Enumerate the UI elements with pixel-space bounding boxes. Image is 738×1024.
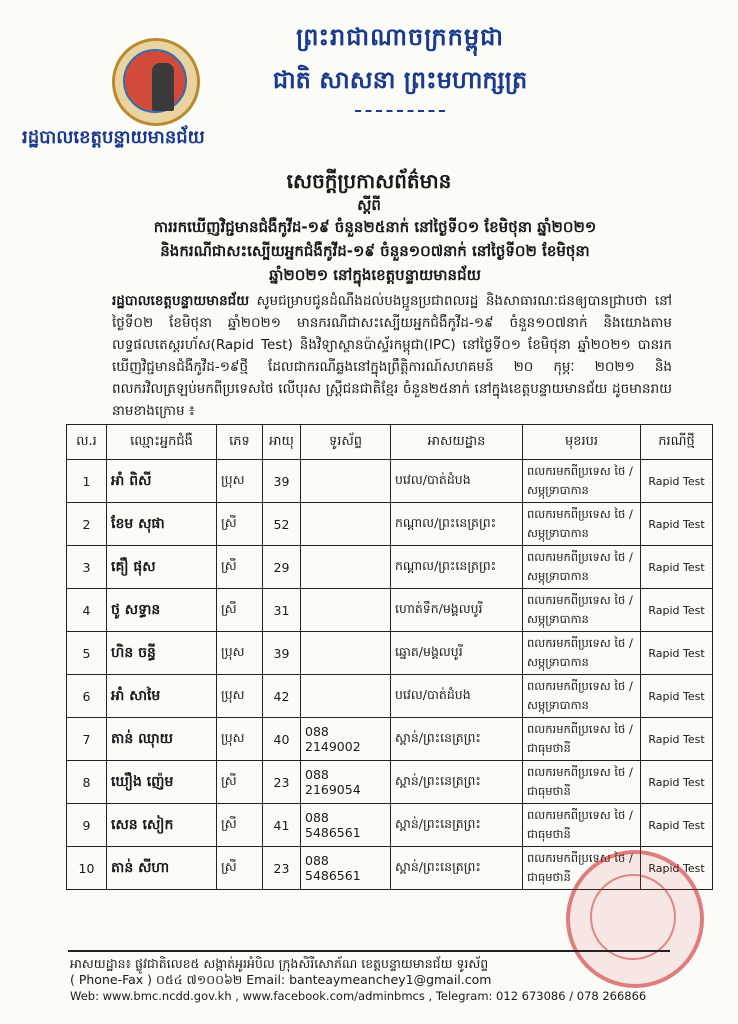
cell-occupation: ពលករមកពីប្រទេស ថៃ / សម្ភុទ្រាបាកាន <box>523 675 641 718</box>
cell-phone <box>301 503 391 546</box>
footer <box>70 956 680 1004</box>
cell-name: ខែម សុផា <box>107 503 217 546</box>
cell-name: ថូ សទ្ធាន <box>107 589 217 632</box>
col-header-no: ល.រ <box>67 425 107 460</box>
footer-phone-fax: ( Phone-Fax ) ០៥៤ ៧១០០៦២ <box>70 972 243 987</box>
subject-line: ឆ្នាំ២០២១ នៅក្នុងខេត្តបន្ទាយមានជ័យ <box>269 266 481 284</box>
cell-name: តាន់ សីហា <box>107 847 217 890</box>
document-title: សេចក្តីប្រកាសព័ត៌មាន <box>286 169 452 193</box>
cell-age: 31 <box>263 589 301 632</box>
cell-no: 10 <box>67 847 107 890</box>
letterhead <box>250 22 550 112</box>
cell-address: ស្ពាន់/ព្រះនេត្រព្រះ <box>391 761 523 804</box>
cell-case: Rapid Test <box>641 804 713 847</box>
cell-occupation: ពលករមកពីប្រទេស ថៃ / សម្ភុទ្រាបាកាន <box>523 460 641 503</box>
cell-name: ឃឿង ញ៉េម <box>107 761 217 804</box>
cell-address: កណ្តាល/ព្រះនេត្រព្រះ <box>391 546 523 589</box>
cell-name: សេន សៀក <box>107 804 217 847</box>
cell-occupation: ពលករមកពីប្រទេស ថៃ / សម្ភុទ្រាបាកាន <box>523 632 641 675</box>
cell-occupation: ពលករមកពីប្រទេស ថៃ / ជាធុមថានី <box>523 718 641 761</box>
concerning-label: ស្តីពី <box>357 196 381 214</box>
col-header-age: អាយុ <box>263 425 301 460</box>
kingdom-name: ព្រះរាជាណាចក្រកម្ពុជា <box>296 22 504 51</box>
cell-phone <box>301 632 391 675</box>
cell-age: 39 <box>263 460 301 503</box>
cell-address: បវេល/បាត់ដំបង <box>391 460 523 503</box>
cell-sex: ប្រុស <box>217 718 263 761</box>
table-row <box>67 503 713 546</box>
cell-case: Rapid Test <box>641 503 713 546</box>
col-header-case: ករណីថ្មី <box>641 425 713 460</box>
cell-sex: ស្រី <box>217 847 263 890</box>
subject-line: និងករណីជាសះស្បើយអ្នកជំងឺកូវីដ-១៩ ចំនួន១០៧នាក់ នៅថ្ងៃទី០២ ខែមិថុនា <box>160 242 590 260</box>
cell-address: ស្ពាន់/ព្រះនេត្រព្រះ <box>391 718 523 761</box>
cell-name: អាំ ពិសី <box>107 460 217 503</box>
table-header-row <box>67 425 713 460</box>
cell-no: 6 <box>67 675 107 718</box>
table-row <box>67 675 713 718</box>
cell-age: 40 <box>263 718 301 761</box>
cell-age: 42 <box>263 675 301 718</box>
cell-name: តាន់ ឈុាយ <box>107 718 217 761</box>
table-row <box>67 589 713 632</box>
cell-phone <box>301 675 391 718</box>
cell-phone: 088 2149002 <box>301 718 391 761</box>
cell-case: Rapid Test <box>641 632 713 675</box>
cell-address: ឆ្នោត/មង្គលបូរី <box>391 632 523 675</box>
cell-case: Rapid Test <box>641 460 713 503</box>
cell-age: 41 <box>263 804 301 847</box>
cell-occupation: ពលករមកពីប្រទេស ថៃ / សម្ភុទ្រាបាកាន <box>523 546 641 589</box>
cell-case: Rapid Test <box>641 589 713 632</box>
cell-phone: 088 5486561 <box>301 847 391 890</box>
table-row <box>67 718 713 761</box>
col-header-occupation: មុខរបរ <box>523 425 641 460</box>
col-header-name: ឈ្មោះអ្នកជំងឺ <box>107 425 217 460</box>
royal-emblem-icon <box>112 38 200 126</box>
cell-age: 29 <box>263 546 301 589</box>
cell-phone <box>301 460 391 503</box>
cell-occupation: ពលករមកពីប្រទេស ថៃ / សម្ភុទ្រាបាកាន <box>523 589 641 632</box>
cell-age: 23 <box>263 761 301 804</box>
cell-sex: ស្រី <box>217 804 263 847</box>
national-motto: ជាតិ សាសនា ព្រះមហាក្សត្រ <box>272 65 528 94</box>
cell-address: បវេល/បាត់ដំបង <box>391 675 523 718</box>
cell-age: 39 <box>263 632 301 675</box>
cell-name: ហិន ចន្ធី <box>107 632 217 675</box>
col-header-sex: ភេទ <box>217 425 263 460</box>
cell-sex: ស្រី <box>217 589 263 632</box>
subject-line: ការរកឃើញវិជ្ជមានជំងឺកូវីដ-១៩ ចំនួន២៥នាក់ នៅថ្ងៃទី០១ ខែមិថុនា ឆ្នាំ២០២១ <box>153 218 597 236</box>
cell-no: 2 <box>67 503 107 546</box>
table-row <box>67 804 713 847</box>
cell-name: អាំ សាមៃ <box>107 675 217 718</box>
cell-occupation: ពលករមកពីប្រទេស ថៃ / ជាធុមថានី <box>523 804 641 847</box>
intro-lead: រដ្ឋបាលខេត្តបន្ទាយមានជ័យ <box>112 293 250 309</box>
cases-table <box>66 424 713 890</box>
intro-body: សូមជម្រាបជូនដំណឹងដល់បងប្អូនប្រជាពលរដ្ឋ និងសាធារណៈជនឲ្យបានជ្រាបថា នៅថ្ងៃទី០២ ខែមិថុនា ឆ្នាំ២០២១ មានករណីជាសះស្បើយអ្នកជំងឺកូវីដ-១៩ ចំនួន១០៧នាក់ និងយោងតាមលទ្ធផលតេស្តរហ័ស(Rapid Test) និងវិទ្យាស្ថានប៉ាស្ទ័រកម្ពុជា(IPC) នៅថ្ងៃទី០១ ខែមិថុនា ឆ្នាំ២០២១ បានរកឃើញវិជ្ជមានជំងឺកូវីដ-១៩ថ្មី ដែលជាករណីឆ្លងនៅក្នុងព្រឹត្តិការណ៍សហគមន៍ ២០ កុម្ភៈ ២០២១ និងពលករវិលត្រឡប់មកពីប្រទេសថៃ លើបុរស ស្ត្រីជនជាតិខ្មែរ ចំនួន២៥នាក់ នៅក្នុងខេត្តបន្ទាយមានជ័យ ដូចមានរាយនាមខាងក្រោម ៖ <box>112 293 672 419</box>
issuing-authority: រដ្ឋបាលខេត្តបន្ទាយមានជ័យ <box>22 127 205 148</box>
cell-phone <box>301 546 391 589</box>
cell-name: គឿ ផុស <box>107 546 217 589</box>
cell-age: 23 <box>263 847 301 890</box>
cell-address: ហោត់ទឹក/មង្គលបូរី <box>391 589 523 632</box>
footer-contact <box>70 972 680 988</box>
col-header-address: អាសយដ្ឋាន <box>391 425 523 460</box>
table-row <box>67 761 713 804</box>
cell-phone: 088 5486561 <box>301 804 391 847</box>
cell-sex: ប្រុស <box>217 675 263 718</box>
cell-case: Rapid Test <box>641 718 713 761</box>
cell-case: Rapid Test <box>641 847 713 890</box>
table-row <box>67 546 713 589</box>
cell-no: 9 <box>67 804 107 847</box>
table-row <box>67 632 713 675</box>
cell-sex: ស្រី <box>217 503 263 546</box>
footer-email[interactable]: Email: banteaymeanchey1@gmail.com <box>246 972 492 987</box>
cell-sex: ស្រី <box>217 761 263 804</box>
cell-case: Rapid Test <box>641 761 713 804</box>
cell-occupation: ពលករមកពីប្រទេស ថៃ / សម្ភុទ្រាបាកាន <box>523 503 641 546</box>
cell-no: 1 <box>67 460 107 503</box>
cell-address: កណ្តាល/ព្រះនេត្រព្រះ <box>391 503 523 546</box>
cell-address: ស្ពាន់/ព្រះនេត្រព្រះ <box>391 847 523 890</box>
cell-phone <box>301 589 391 632</box>
footer-web[interactable]: Web: www.bmc.ncdd.gov.kh , www.facebook.com/adminbmcs , Telegram: 012 673086 / 078 266866 <box>70 989 647 1003</box>
footer-address: អាសយដ្ឋាន៖ ផ្លូវជាតិលេខ៥ សង្កាត់អូរអំបិល ក្រុងសិរីសោភ័ណ ខេត្តបន្ទាយមានជ័យ ទូរស័ព្ទ <box>70 956 489 971</box>
cell-phone: 088 2169054 <box>301 761 391 804</box>
intro-paragraph <box>112 290 672 422</box>
cell-age: 52 <box>263 503 301 546</box>
cell-sex: ប្រុស <box>217 632 263 675</box>
cell-case: Rapid Test <box>641 546 713 589</box>
cell-occupation: ពលករមកពីប្រទេស ថៃ / ជាធុមថានី <box>523 847 641 890</box>
cell-no: 3 <box>67 546 107 589</box>
cell-no: 7 <box>67 718 107 761</box>
footer-divider <box>68 950 670 952</box>
cell-no: 8 <box>67 761 107 804</box>
table-row <box>67 460 713 503</box>
cell-case: Rapid Test <box>641 675 713 718</box>
cell-address: ស្ពាន់/ព្រះនេត្រព្រះ <box>391 804 523 847</box>
cell-no: 4 <box>67 589 107 632</box>
cell-sex: ស្រី <box>217 546 263 589</box>
cell-occupation: ពលករមកពីប្រទេស ថៃ / ជាធុមថានី <box>523 761 641 804</box>
subject <box>80 215 670 287</box>
cell-no: 5 <box>67 632 107 675</box>
cell-sex: ប្រុស <box>217 460 263 503</box>
col-header-phone: ទូរស័ព្ទ <box>301 425 391 460</box>
divider <box>355 110 445 112</box>
